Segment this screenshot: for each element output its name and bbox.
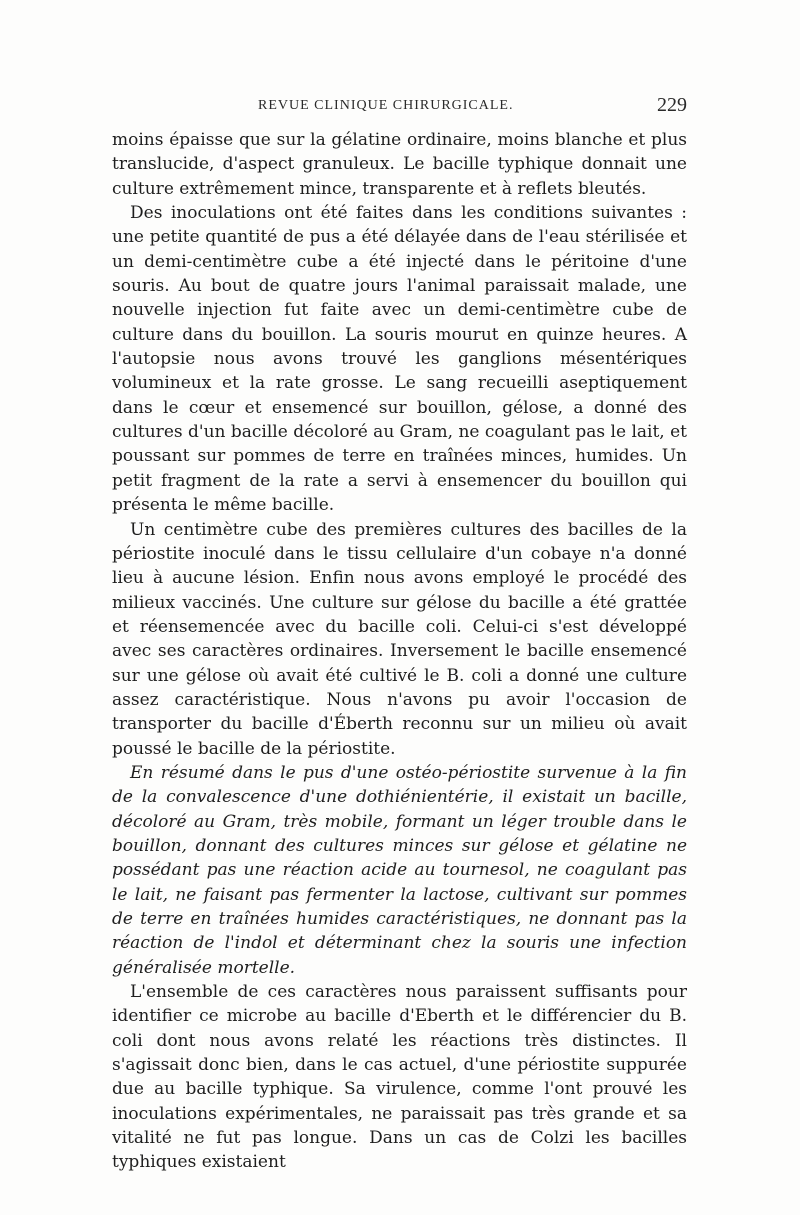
paragraph-conclusion: L'ensemble de ces caractères nous paraissent suffisants pour identifier ce microbe au bacille d'Eberth et le différencier du B. coli dont nous avons relaté les réactions très distinctes. Il s'agissait donc bien, dans le cas actuel, d'une périostite suppurée due au bacille typhique. Sa virulence, comme l'ont prouvé les inoculations expérimentales, ne paraissait pas très grande et sa vitalité ne fut pas longue. Dans un cas de Colzi les bacilles typhiques existaient [112,982,687,1173]
paragraph-continuation: moins épaisse que sur la gélatine ordinaire, moins blanche et plus translucide, d'aspect granuleux. Le bacille typhique donnait une culture extrêmement mince, transparente et à reflets bleutés. [112,130,687,199]
page-number: 229 [657,94,687,116]
paragraph-resume: En résumé dans le pus d'une ostéo-périostite survenue à la fin de la convalescence d'une dothiénientérie, il existait un bacille, décoloré au Gram, très mobile, formant un léger trouble dans le bouillon, donnant des cultures minces sur gélose et gélatine ne possédant pas une réaction acide au tournesol, ne coagulant pas le lait, ne faisant pas fermenter la lactose, cultivant sur pommes de terre en traînées humides caractéristiques, ne donnant pas la réaction de l'indol et déterminant chez la souris une infection généralisée mortelle. [112,762,687,978]
paragraph-inoculations: Des inoculations ont été faites dans les conditions suivantes : une petite quantité de pus a été délayée dans de l'eau stérilisée et un demi-centimètre cube a été injecté dans le péritoine d'une souris. Au bout de quatre jours l'animal paraissait malade, une nouvelle injection fut faite avec un demi-centimètre cube de culture dans du bouillon. La souris mourut en quinze heures. A l'autopsie nous avons trouvé les ganglions mésentériques volumineux et la rate grosse. Le sang recueilli aseptiquement dans le cœur et ensemencé sur bouillon, gélose, a donné des cultures d'un bacille décoloré au Gram, ne coagulant pas le lait, et poussant sur pommes de terre en traînées minces, humides. Un petit fragment de la rate a servi à ensemencer du bouillon qui présenta le même bacille. [112,203,687,516]
page-header [112,94,687,122]
body-text [112,128,687,1175]
paragraph-cobaye: Un centimètre cube des premières cultures des bacilles de la périostite inoculé dans le tissu cellulaire d'un cobaye n'a donné lieu à aucune lésion. Enfin nous avons employé le procédé des milieux vaccinés. Une culture sur gélose du bacille a été grattée et réensemencée avec du bacille coli. Celui-ci s'est développé avec ses caractères ordinaires. Inversement le bacille ensemencé sur une gélose où avait été cultivé le B. coli a donné une culture assez caractéristique. Nous n'avons pu avoir l'occasion de transporter du bacille d'Éberth reconnu sur un milieu où avait poussé le bacille de la périostite. [112,519,687,759]
running-head: REVUE CLINIQUE CHIRURGICALE. [258,98,514,113]
